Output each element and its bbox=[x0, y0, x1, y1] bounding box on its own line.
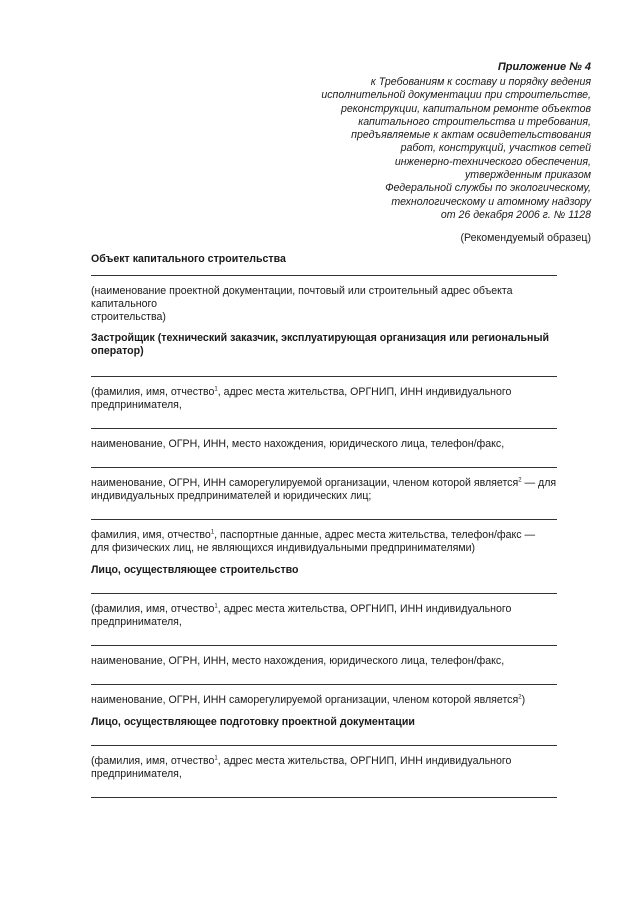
designer-fill-line-2[interactable] bbox=[91, 797, 557, 798]
developer-title-line: оператор) bbox=[91, 345, 144, 357]
header-line: работ, конструкций, участков сетей bbox=[400, 142, 591, 155]
developer-fill-line-1[interactable] bbox=[91, 376, 557, 377]
object-note-line: строительства) bbox=[91, 311, 166, 323]
appendix-header bbox=[271, 60, 591, 222]
note-text: , паспортные данные, адрес места жительства, телефон/факс — bbox=[214, 529, 536, 541]
developer-note-4 bbox=[91, 529, 591, 555]
developer-note-1-line bbox=[91, 386, 591, 399]
note-text: наименование, ОГРН, ИНН саморегулируемой организации, членом которой является bbox=[91, 694, 519, 706]
developer-fill-line-4[interactable] bbox=[91, 519, 557, 520]
footnote-mark: 2 bbox=[518, 477, 522, 484]
developer-note-4-line bbox=[91, 529, 591, 542]
header-line: исполнительной документации при строительстве, bbox=[321, 89, 591, 102]
builder-note-1 bbox=[91, 603, 591, 629]
object-note-line: капитального bbox=[91, 298, 158, 310]
developer-note-1 bbox=[91, 386, 591, 412]
builder-fill-line-1[interactable] bbox=[91, 593, 557, 594]
builder-note-3 bbox=[91, 694, 591, 707]
designer-note-1 bbox=[91, 755, 591, 781]
note-text: (фамилия, имя, отчество bbox=[91, 755, 215, 767]
note-text: — для bbox=[521, 477, 557, 489]
header-line: от 26 декабря 2006 г. № 1128 bbox=[440, 208, 591, 221]
header-line: предъявляемые к актам освидетельствования bbox=[351, 129, 591, 142]
object-note bbox=[91, 285, 591, 324]
designer-note-1-line: предпринимателя, bbox=[91, 768, 182, 780]
builder-fill-line-3[interactable] bbox=[91, 684, 557, 685]
header-line: реконструкции, капитальном ремонте объектов bbox=[340, 102, 591, 115]
note-text: (фамилия, имя, отчество bbox=[91, 386, 215, 398]
note-text: фамилия, имя, отчество bbox=[91, 529, 211, 541]
header-line: к Требованиям к составу и порядку ведения bbox=[370, 76, 591, 88]
designer-note-1-line bbox=[91, 755, 591, 768]
developer-title-line: Застройщик (технический заказчик, эксплуатирующая организация или региональный bbox=[91, 332, 550, 344]
designer-fill-line-1[interactable] bbox=[91, 745, 557, 746]
note-text: ) bbox=[521, 694, 526, 706]
builder-note-2: наименование, ОГРН, ИНН, место нахождения, юридического лица, телефон/факс, bbox=[91, 655, 505, 667]
developer-note-2: наименование, ОГРН, ИНН, место нахождения, юридического лица, телефон/факс, bbox=[91, 438, 505, 450]
footnote-mark: 1 bbox=[210, 529, 215, 536]
header-line: технологическому и атомному надзору bbox=[391, 195, 591, 208]
builder-title: Лицо, осуществляющее строительство bbox=[91, 564, 299, 576]
note-text: наименование, ОГРН, ИНН саморегулируемой организации, членом которой является bbox=[91, 477, 519, 489]
footnote-mark: 1 bbox=[214, 386, 218, 393]
footnote-mark: 1 bbox=[214, 755, 218, 762]
note-text: (фамилия, имя, отчество bbox=[91, 603, 215, 615]
developer-note-3-line bbox=[91, 477, 591, 490]
footnote-mark: 1 bbox=[214, 603, 218, 610]
designer-title: Лицо, осуществляющее подготовку проектной документации bbox=[91, 716, 415, 728]
footnote-mark: 2 bbox=[518, 694, 522, 701]
note-text: , адрес места жительства, ОРГНИП, ИНН индивидуального bbox=[217, 755, 512, 767]
header-line: инженерно-технического обеспечения, bbox=[394, 155, 591, 168]
builder-note-1-line bbox=[91, 603, 591, 616]
header-line: капитального строительства и требования, bbox=[358, 115, 591, 128]
header-line: утвержденным приказом bbox=[464, 169, 591, 182]
form-content bbox=[91, 253, 591, 798]
developer-note-3-line: индивидуальных предпринимателей и юридических лиц; bbox=[91, 490, 372, 502]
developer-note-3 bbox=[91, 477, 591, 503]
developer-note-1-line: предпринимателя, bbox=[91, 399, 182, 411]
note-text: , адрес места жительства, ОРГНИП, ИНН индивидуального bbox=[217, 603, 512, 615]
appendix-title: Приложение № 4 bbox=[497, 61, 591, 73]
object-note-line: (наименование проектной документации, почтовый или строительный адрес объекта bbox=[91, 285, 513, 297]
note-text: , адрес места жительства, ОРГНИП, ИНН индивидуального bbox=[217, 386, 512, 398]
developer-note-4-line: для физических лиц, не являющихся индивидуальными предпринимателями) bbox=[91, 542, 476, 554]
builder-note-1-line: предпринимателя, bbox=[91, 616, 182, 628]
object-title: Объект капитального строительства bbox=[91, 253, 286, 265]
builder-fill-line-2[interactable] bbox=[91, 645, 557, 646]
object-fill-line[interactable] bbox=[91, 275, 557, 276]
recommended-sample-note: (Рекомендуемый образец) bbox=[460, 232, 591, 244]
header-line: Федеральной службы по экологическому, bbox=[385, 182, 591, 195]
developer-fill-line-3[interactable] bbox=[91, 467, 557, 468]
developer-fill-line-2[interactable] bbox=[91, 428, 557, 429]
developer-title bbox=[91, 332, 591, 358]
